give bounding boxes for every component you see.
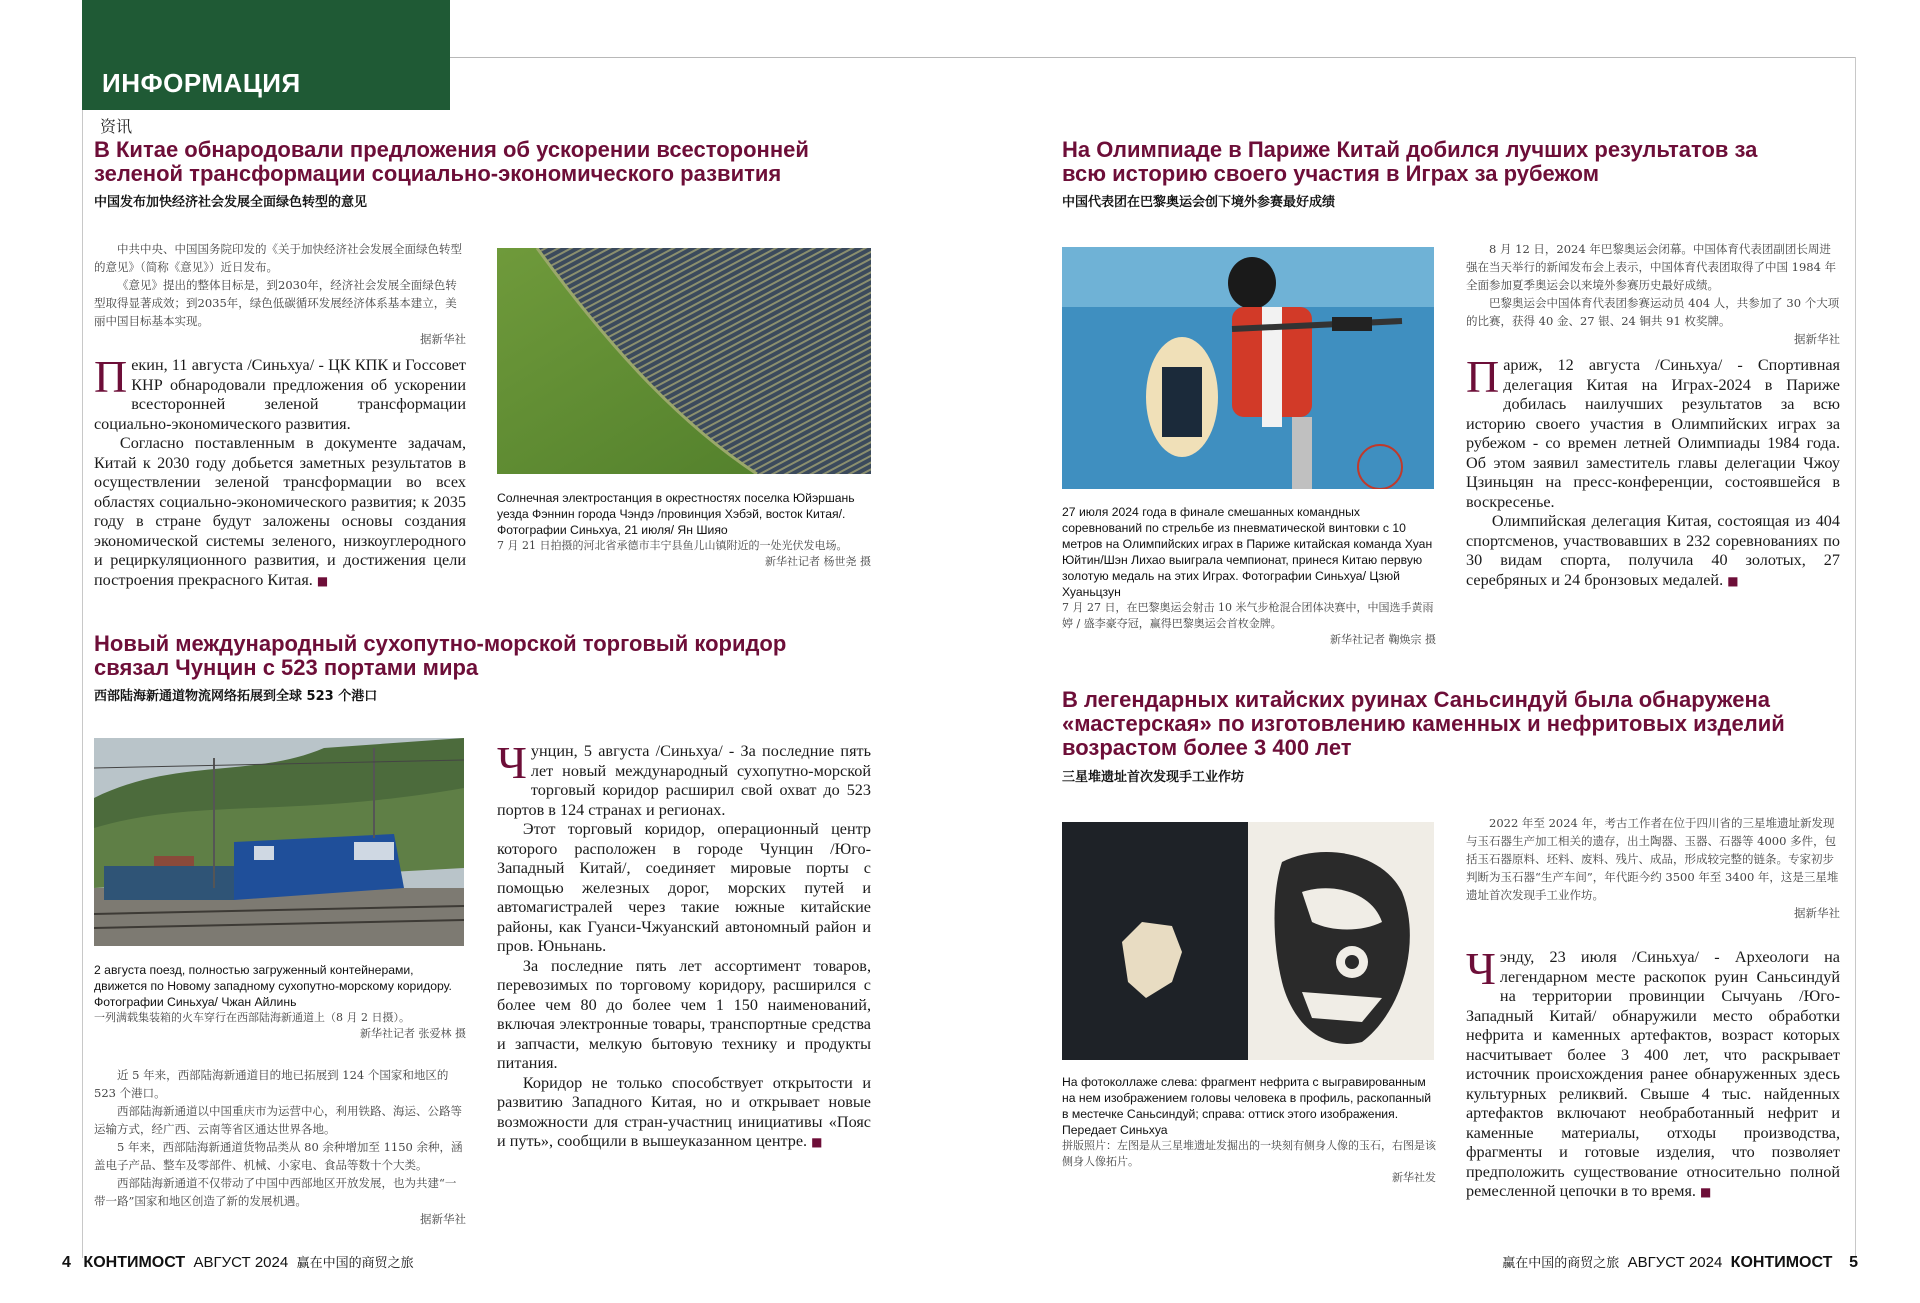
corridor-subhead-cn: 西部陆海新通道物流网络拓展到全球 523 个港口 <box>94 689 378 704</box>
green-body-p1: екин, 11 августа /Синьхуа/ - ЦК КПК и Госсовет КНР обнародовали предложения об ускорении всесторонней зеленой трансформации социально-экономического развития. <box>94 356 466 433</box>
olympics-caption-cn: 7 月 27 日，在巴黎奥运会射击 10 米气步枪混合团体决赛中，中国选手黄雨婷 / 盛李豪夺冠，赢得巴黎奥运会首枚金牌。 <box>1062 601 1434 630</box>
olympics-end-mark: ■ <box>1727 573 1739 588</box>
green-cn-para2: 《意见》提出的整体目标是，到2030年，经济社会发展全面绿色转型取得显著成效；到2035年，绿色低碳循环发展经济体系基本建立，美丽中国目标基本实现。 <box>94 278 457 328</box>
solar-farm-photo <box>497 248 871 474</box>
footer-left-page-number: 4 <box>62 1254 71 1271</box>
corridor-cn-para1: 近 5 年来，西部陆海新通道目的地已拓展到 124 个国家和地区的 523 个港口。 <box>94 1068 449 1100</box>
shooting-photo <box>1062 247 1434 489</box>
green-cn-source: 据新华社 <box>420 332 466 346</box>
olympics-cn-source: 据新华社 <box>1794 332 1840 346</box>
footer-right-magazine: КОНТИМОСТ <box>1730 1254 1833 1271</box>
green-body <box>94 351 466 591</box>
corridor-headline-line1: Новый международный сухопутно-морской торговый коридор <box>94 631 787 656</box>
corridor-body <box>497 737 871 1153</box>
sanxingdui-body-p1: энду, 23 июля /Синьхуа/ - Археологи на легендарном месте раскопок руин Саньсиндуй на территории провинции Сычуань /Юго-Западный Китай/ обнаружили место обработки нефрита и каменных артефактов, возраст которых насчитывает более 3 400 лет, что раскрывает источник происхождения ранее обнаруженных здесь культурных реликвий. Свыше 4 тыс. найденных артефактов включают необработанный нефрит и каменные материалы, отходы производства, фрагменты и готовые изделия, что позволяет предположить существование относительно полной ремесленной цепочки в то время. <box>1466 948 1840 1200</box>
olympics-cn-para1: 8 月 12 日，2024 年巴黎奥运会闭幕。中国体育代表团副团长周进强在当天举行的新闻发布会上表示，中国体育代表团取得了中国 1984 年全面参加夏季奥运会以来境外参赛历史最好成绩。 <box>1466 242 1837 292</box>
green-caption-cn: 7 月 21 日拍摄的河北省承德市丰宁县鱼儿山镇附近的一处光伏发电场。 <box>497 539 848 552</box>
green-caption-ru: Солнечная электростанция в окрестностях поселка Юйэршань уезда Фэннин города Чэндэ /провинция Хэбэй, восток Китая/. Фотографии Синьхуа, 21 июля/ Ян Шияо <box>497 491 855 537</box>
corridor-drop-cap: Ч <box>497 737 527 788</box>
sanxingdui-caption <box>1062 1074 1436 1186</box>
olympics-caption-credit: 新华社记者 鞠焕宗 摄 <box>1330 633 1436 646</box>
olympics-body-p2: Олимпийская делегация Китая, состоящая из 404 спортсменов, участвовавших в 232 соревнованиях по 30 видам спорта, получила 40 золотых, 27 серебряных и 24 бронзовых медалей. <box>1466 512 1840 589</box>
green-headline-line2: зеленой трансформации социально-экономического развития <box>94 161 782 186</box>
olympics-cn-summary <box>1466 240 1840 348</box>
olympics-headline <box>1062 138 1842 186</box>
corridor-body-p1: унцин, 5 августа /Синьхуа/ - За последние пять лет новый международный сухопутно-морской торговый коридор расширил свой охват до 523 портов в 124 странах и регионах. <box>497 742 871 819</box>
corridor-cn-para3: 5 年来，西部陆海新通道货物品类从 80 余种增加至 1150 余种，涵盖电子产品、整车及零部件、机械、小家电、食品等数十个大类。 <box>94 1140 463 1172</box>
sanxingdui-caption-cn: 拼版照片：左图是从三星堆遗址发掘出的一块刻有侧身人像的玉石，右图是该侧身人像拓片。 <box>1062 1139 1436 1168</box>
footer-right-issue: АВГУСТ 2024 <box>1627 1254 1723 1271</box>
green-end-mark: ■ <box>316 573 329 588</box>
green-caption-credit: 新华社记者 杨世尧 摄 <box>765 555 871 568</box>
footer-right-slogan-cn: 赢在中国的商贸之旅 <box>1502 1256 1620 1271</box>
left-page-rule <box>82 110 83 1258</box>
sanxingdui-end-mark: ■ <box>1699 1185 1712 1199</box>
corridor-cn-para4: 西部陆海新通道不仅带动了中国中西部地区开放发展，也为共建“一带一路”国家和地区创造了新的发展机遇。 <box>94 1176 457 1208</box>
corridor-end-mark: ■ <box>811 1135 823 1149</box>
green-cn-summary <box>94 240 466 348</box>
corridor-caption-credit: 新华社记者 张爱林 摄 <box>360 1027 466 1040</box>
sanxingdui-drop-cap: Ч <box>1466 943 1496 994</box>
olympics-subhead-cn: 中国代表团在巴黎奥运会创下境外参赛最好成绩 <box>1062 195 1336 210</box>
sanxingdui-cn-source: 据新华社 <box>1794 906 1840 920</box>
sanxingdui-headline <box>1062 688 1852 760</box>
olympics-caption-ru: 27 июля 2024 года в финале смешанных командных соревнований по стрельбе из пневматической винтовки с 10 метров на Олимпийских играх в Париже китайская команда Хуан Юйтин/Шэн Лихао выиграла чемпионат, принеся Китаю первую золотую медаль на этих Играх. Фотографии Синьхуа/ Цзюй Хуаньцзун <box>1062 505 1433 599</box>
sanxingdui-headline-line2: «мастерская» по изготовлению каменных и нефритовых изделий <box>1062 711 1785 736</box>
sanxingdui-headline-line1: В легендарных китайских руинах Саньсиндуй была обнаружена <box>1062 687 1770 712</box>
olympics-body <box>1466 351 1840 591</box>
green-headline-line1: В Китае обнародовали предложения об ускорении всесторонней <box>94 137 809 162</box>
freight-train-illustration <box>94 738 464 946</box>
olympics-headline-line1: На Олимпиаде в Париже Китай добился лучших результатов за <box>1062 137 1758 162</box>
footer-left <box>62 1252 414 1272</box>
footer-left-magazine: КОНТИМОСТ <box>83 1254 186 1271</box>
sanxingdui-body <box>1466 943 1840 1203</box>
corridor-body-p3: За последние пять лет ассортимент товаров, перевозимых по торговому коридору, расширился с более чем 80 до более чем 1 150 наименований, включая электронные товары, транспортные средства и запчасти, мелкую бытовую технику и продукты питания. <box>497 956 871 1072</box>
freight-train-photo <box>94 738 464 946</box>
jade-collage-photo <box>1062 822 1434 1060</box>
green-body-p2: Согласно поставленным в документе задачам, Китай к 2030 году добьется заметных результатов в осуществлении зеленой трансформации во всех областях социально-экономического развития; к 2035 году в стране будут заложены основы создания экономической системы зеленого, низкоуглеродного и рециркуляционного развития, и достижения цели построения прекрасного Китая. <box>94 434 466 589</box>
corridor-headline <box>94 632 854 680</box>
corridor-cn-summary <box>94 1066 466 1228</box>
corridor-body-p4: Коридор не только способствует открытости и развитию Западного Китая, но и открывает новые возможности для стран-участниц инициативы «Пояс и путь», сообщили в вышеуказанном центре. <box>497 1073 871 1150</box>
corridor-cn-para2: 西部陆海新通道以中国重庆市为运营中心，利用铁路、海运、公路等运输方式，经广西、云南等省区通达世界各地。 <box>94 1104 462 1136</box>
footer-left-slogan-cn: 赢在中国的商贸之旅 <box>296 1256 414 1271</box>
olympics-body-p1: ариж, 12 августа /Синьхуа/ - Спортивная делегация Китая на Играх-2024 в Париже добилась наилучших результатов за всю историю своего участия в Олимпийских играх за рубежом - со времен летней Олимпиады 1984 года. Об этом заявил заместитель главы делегации Чжоу Цзиньцян на пресс-конференции, состоявшейся в воскресенье. <box>1466 356 1840 511</box>
olympics-cn-para2: 巴黎奥运会中国体育代表团参赛运动员 404 人，共参加了 30 个大项的比赛，获得 40 金、27 银、24 铜共 91 枚奖牌。 <box>1466 296 1840 328</box>
corridor-body-p2: Этот торговый коридор, операционный центр которого расположен в городе Чунцин /Юго-Западный Китай/, соединяет мировые порты с помощью железных дорог, морских путей и автомагистралей через такие южные китайские районы, как Гуанси-Чжуанский автономный район и пров. Юньнань. <box>497 820 871 955</box>
corridor-cn-source: 据新华社 <box>420 1212 466 1226</box>
green-headline <box>94 138 854 186</box>
section-title: ИНФОРМАЦИЯ <box>102 68 301 98</box>
corridor-headline-line2: связал Чунцин с 523 портами мира <box>94 655 479 680</box>
olympics-headline-line2: всю историю своего участия в Играх за рубежом <box>1062 161 1599 186</box>
right-page-rule <box>1855 57 1856 1257</box>
sanxingdui-caption-ru: На фотоколлаже слева: фрагмент нефрита с выгравированным на нем изображением головы человека в профиль, раскопанный в местечке Саньсиндуй; справа: оттиск этого изображения. Передает Синьхуа <box>1062 1075 1432 1137</box>
sanxingdui-caption-credit: 新华社发 <box>1392 1171 1436 1184</box>
corridor-caption-ru: 2 августа поезд, полностью загруженный контейнерами, движется по Новому западному сухопутно-морскому коридору. Фотографии Синьхуа/ Чжан Айлинь <box>94 963 452 1009</box>
sanxingdui-headline-line3: возрастом более 3 400 лет <box>1062 735 1352 760</box>
green-subhead-cn: 中国发布加快经济社会发展全面绿色转型的意见 <box>94 195 368 210</box>
green-caption <box>497 490 871 570</box>
jade-collage-illustration <box>1062 822 1434 1060</box>
section-subtitle-cn: 资讯 <box>100 117 133 136</box>
green-drop-cap: П <box>94 351 128 402</box>
footer-right-page-number: 5 <box>1849 1254 1858 1271</box>
shooting-illustration <box>1062 247 1434 489</box>
green-cn-para1: 中共中央、中国国务院印发的《关于加快经济社会发展全面绿色转型的意见》（简称《意见》）近日发布。 <box>94 242 462 274</box>
solar-farm-illustration <box>497 248 871 474</box>
olympics-caption <box>1062 504 1436 648</box>
footer-right <box>1502 1252 1858 1272</box>
footer-left-issue: АВГУСТ 2024 <box>193 1254 289 1271</box>
top-rule <box>450 57 1855 58</box>
corridor-caption <box>94 962 466 1042</box>
sanxingdui-cn-summary <box>1466 814 1840 922</box>
corridor-caption-cn: 一列满载集装箱的火车穿行在西部陆海新通道上（8 月 2 日摄）。 <box>94 1011 410 1024</box>
olympics-drop-cap: П <box>1466 351 1500 402</box>
sanxingdui-subhead-cn: 三星堆遗址首次发现手工业作坊 <box>1062 770 1245 785</box>
section-band <box>82 0 450 110</box>
sanxingdui-cn-para1: 2022 年至 2024 年，考古工作者在位于四川省的三星堆遗址新发现与玉石器生产加工相关的遗存，出土陶器、玉器、石器等 4000 多件，包括玉石器原料、坯料、废料、残片、成品，形成较完整的链条。专家初步判断为玉石器“生产车间”，年代距今约 3500 年至 3400 年，这是三星堆遗址首次发现手工业作坊。 <box>1466 816 1839 902</box>
